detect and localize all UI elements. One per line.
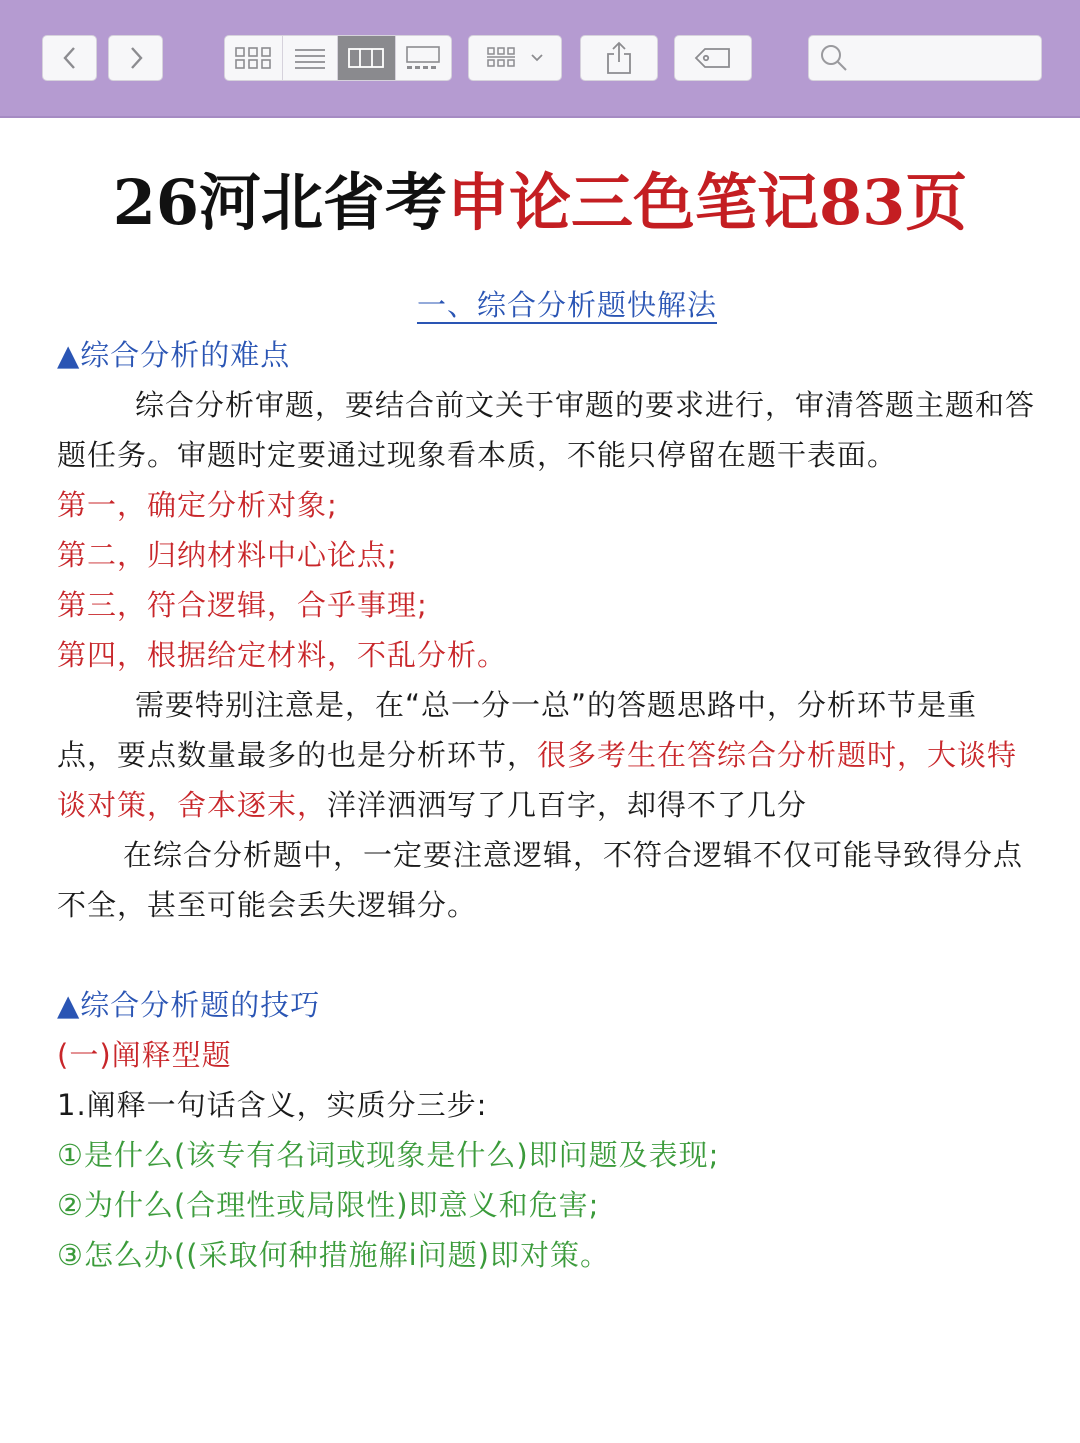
green-step-3: ③怎么办((采取何种措施解i问题)即对策。	[57, 1238, 610, 1272]
share-button[interactable]	[580, 35, 658, 81]
paragraph-logic: 在综合分析题中，一定要注意逻辑，不符合逻辑不仅可能导致得分点不全，甚至可能会丢失逻辑分。	[57, 838, 1024, 922]
grid-view-button[interactable]	[225, 36, 283, 80]
forward-button[interactable]	[108, 35, 163, 81]
list-item-1: 1.阐释一句话含义，实质分三步:	[57, 1088, 488, 1122]
chevron-right-icon	[126, 45, 146, 71]
paragraph-attention	[57, 680, 1037, 830]
finder-toolbar	[0, 0, 1080, 118]
step-2: 第二，归纳材料中心论点;	[57, 538, 398, 572]
tag-icon	[693, 46, 733, 70]
attention-text-highlight: 很多考生在答综合分析题时，大谈特谈对策，舍本逐末，	[57, 738, 1018, 822]
view-mode-segmented-control	[224, 35, 452, 81]
heading-difficulty: ▲综合分析的难点	[57, 338, 291, 372]
back-button[interactable]	[42, 35, 97, 81]
gallery-view-icon	[404, 45, 442, 71]
search-icon	[819, 43, 849, 73]
tag-button[interactable]	[674, 35, 752, 81]
grid-view-icon	[234, 46, 272, 70]
step-4: 第四，根据给定材料，不乱分析。	[57, 638, 508, 672]
page-title	[0, 158, 1080, 248]
title-part-2: 申论三色笔记83页	[447, 166, 968, 239]
search-input[interactable]	[808, 35, 1042, 81]
column-view-icon	[347, 46, 385, 70]
step-3: 第三，符合逻辑，合乎事理;	[57, 588, 428, 622]
attention-text-c: 洋洋洒洒写了几百字，却得不了几分	[327, 788, 808, 822]
chevron-left-icon	[60, 45, 80, 71]
list-view-icon	[293, 46, 327, 70]
green-step-2: ②为什么(合理性或局限性)即意义和危害;	[57, 1188, 600, 1222]
title-part-1: 26河北省考	[112, 166, 447, 239]
column-view-button[interactable]	[338, 36, 396, 80]
attention-text-a: 需要特别注意是，在“总一分一总”的答题思路中，分析环节是重点，要点数量最多的也是分析环节，	[57, 688, 978, 772]
share-icon	[604, 41, 634, 75]
green-step-1: ①是什么(该专有名词或现象是什么)即问题及表现;	[57, 1138, 720, 1172]
section-title: 一、综合分析题快解法	[416, 288, 717, 322]
gallery-view-button[interactable]	[396, 36, 452, 80]
list-view-button[interactable]	[283, 36, 339, 80]
group-by-button[interactable]	[468, 35, 562, 81]
document-body	[57, 280, 1037, 1280]
group-by-icon	[480, 45, 550, 71]
step-1: 第一，确定分析对象;	[57, 488, 338, 522]
paragraph-review: 综合分析审题，要结合前文关于审题的要求进行，审清答题主题和答题任务。审题时定要通过现象看本质，不能只停留在题干表面。	[57, 388, 1036, 472]
subheading-explanatory: (一)阐释型题	[57, 1038, 232, 1072]
heading-techniques: ▲综合分析题的技巧	[57, 988, 321, 1022]
